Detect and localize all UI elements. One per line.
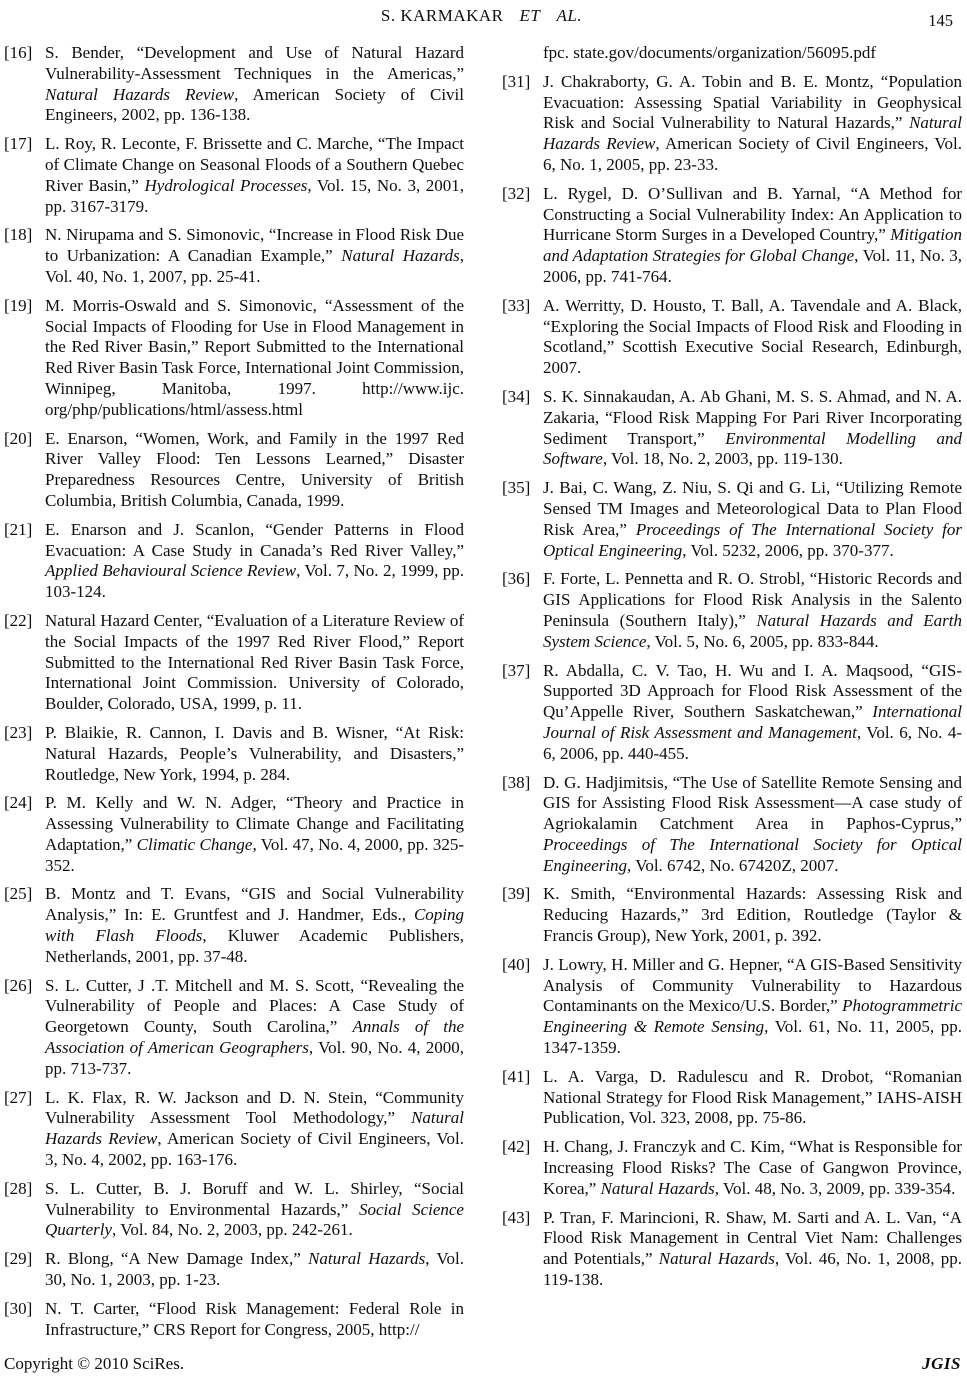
reference-number: [30] — [4, 1298, 33, 1318]
reference-text: S. K. Sinnakaudan, A. Ab Ghani, M. S. S. Ahmad, and N. A. Zakaria, “Flood Risk Mapping For Pari River Incorporating Sediment Transport,” Environmental Modelling and Software, Vol. 18, No. 2, 2003, pp. 119-130. — [543, 386, 962, 469]
reference-number: [22] — [4, 610, 33, 630]
reference-item — [4, 793, 464, 876]
running-title — [4, 6, 959, 26]
reference-number: [23] — [4, 722, 33, 742]
reference-text: H. Chang, J. Franczyk and C. Kim, “What is Responsible for Increasing Flood Risks? The Case of Gangwon Province, Korea,” Natural Hazards, Vol. 48, No. 3, 2009, pp. 339-354. — [543, 1137, 962, 1198]
reference-text: K. Smith, “Environmental Hazards: Assessing Risk and Reducing Hazards,” 3rd Edition, Routledge (Taylor & Francis Group), New York, 2001, p. 392. — [543, 884, 962, 946]
page-footer — [4, 1354, 961, 1374]
reference-item — [4, 723, 464, 785]
reference-number: [20] — [4, 428, 33, 448]
reference-number: [43] — [502, 1207, 531, 1227]
reference-number: [32] — [502, 183, 531, 203]
reference-number: [40] — [502, 954, 531, 974]
reference-item — [502, 1137, 962, 1199]
reference-item — [502, 478, 962, 561]
reference-text: E. Enarson, “Women, Work, and Family in the 1997 Red River Valley Flood: Ten Lessons Learned,” Disaster Preparedness Resources Centre, University of British Columbia, British Columbia, Canada, 1999. — [45, 428, 464, 510]
reference-number: [27] — [4, 1087, 33, 1107]
reference-item — [502, 569, 962, 652]
reference-text: P. Blaikie, R. Cannon, I. Davis and B. Wisner, “At Risk: Natural Hazards, People’s Vulnerability, and Disasters,” Routledge, New York, 1994, p. 284. — [45, 722, 464, 784]
reference-item — [4, 611, 464, 715]
reference-item — [4, 520, 464, 603]
reference-item — [502, 296, 962, 379]
reference-text: N. Nirupama and S. Simonovic, “Increase in Flood Risk Due to Urbanization: A Canadian Example,” Natural Hazards, Vol. 40, No. 1, 2007, pp. 25-41. — [45, 225, 464, 286]
references-section — [4, 43, 963, 1339]
running-etal: ET AL. — [519, 6, 583, 25]
reference-text: M. Morris-Oswald and S. Simonovic, “Assessment of the Social Impacts of Flooding for Use in Flood Management in the Red River Basin,” Report Submitted to the International Red River Basin Task Force, International Joint Commission, Winnipeg, Manitoba, 1997. http://www.ijc. org/php/publications/html/assess.html — [45, 295, 464, 419]
reference-item — [4, 1249, 464, 1291]
reference-number: [16] — [4, 43, 33, 62]
reference-item — [4, 296, 464, 421]
reference-text: S. L. Cutter, J .T. Mitchell and M. S. Scott, “Revealing the Vulnerability of People and Places: A Case Study of Georgetown County, South Carolina,” Annals of the Association of American Geographers, Vol. 90, No. 4, 2000, pp. 713-737. — [45, 975, 465, 1078]
reference-item — [4, 976, 464, 1080]
reference-item — [502, 884, 962, 946]
reference-item — [4, 43, 464, 126]
reference-number: [34] — [502, 386, 531, 406]
reference-number: [21] — [4, 519, 33, 539]
reference-number: [29] — [4, 1249, 33, 1269]
reference-item — [4, 134, 464, 217]
reference-item — [4, 225, 464, 287]
reference-item — [502, 72, 962, 176]
reference-number: [19] — [4, 295, 33, 315]
reference-item — [4, 884, 464, 967]
reference-text: L. A. Varga, D. Radulescu and R. Drobot, “Romanian National Strategy for Flood Risk Management,” IAHS-AISH Publication, Vol. 323, 2008, pp. 75-86. — [543, 1066, 962, 1128]
journal-abbreviation: JGIS — [922, 1354, 961, 1373]
running-authors: S. KARMAKAR — [380, 6, 504, 25]
reference-text: S. Bender, “Development and Use of Natural Hazard Vulnerability-Assessment Techniques in the Americas,” Natural Hazards Review, American Society of Civil Engineers, 2002, pp. 136-138. — [45, 43, 464, 125]
reference-number: [39] — [502, 884, 531, 904]
reference-text: E. Enarson and J. Scanlon, “Gender Patterns in Flood Evacuation: A Case Study in Canada’s Red River Valley,” Applied Behavioural Science Review, Vol. 7, No. 2, 1999, pp. 103-124. — [45, 519, 464, 602]
reference-item — [502, 955, 962, 1059]
reference-text: S. L. Cutter, B. J. Boruff and W. L. Shirley, “Social Vulnerability to Environmental Hazards,” Social Science Quarterly, Vol. 84, No. 2, 2003, pp. 242-261. — [45, 1178, 464, 1240]
reference-number: [37] — [502, 660, 531, 680]
page-number: 145 — [928, 11, 953, 30]
copyright-notice: Copyright © 2010 SciRes. — [4, 1354, 185, 1373]
reference-number: [24] — [4, 793, 33, 813]
reference-number: [38] — [502, 772, 531, 792]
references-column-right — [502, 43, 962, 1326]
reference-text: P. M. Kelly and W. N. Adger, “Theory and Practice in Assessing Vulnerability to Climate Change and Facilitating Adaptation,” Climatic Change, Vol. 47, No. 4, 2000, pp. 325-352. — [45, 793, 464, 875]
reference-number: [36] — [502, 569, 531, 589]
reference-number: [26] — [4, 975, 33, 995]
reference-item — [4, 429, 464, 512]
reference-text: R. Abdalla, C. V. Tao, H. Wu and I. A. Maqsood, “GIS-Supported 3D Approach for Flood Risk Assessment of the Qu’Appelle River, Southern Saskatchewan,” International Journal of Risk Assessment and Management, Vol. 6, No. 4-6, 2006, pp. 440-455. — [543, 660, 962, 763]
reference-continuation — [502, 43, 962, 64]
reference-item — [4, 1088, 464, 1171]
reference-number: [35] — [502, 478, 531, 498]
reference-text: L. Rygel, D. O’Sullivan and B. Yarnal, “A Method for Constructing a Social Vulnerability Index: An Application to Hurricane Storm Surges in a Developed Country,” Mitigation and Adaptation Strategies for Global Change, Vol. 11, No. 3, 2006, pp. 741-764. — [543, 183, 962, 286]
reference-text: P. Tran, F. Marincioni, R. Shaw, M. Sarti and A. L. Van, “A Flood Risk Management in Central Viet Nam: Challenges and Potentials,” Natural Hazards, Vol. 46, No. 1, 2008, pp. 119-138. — [543, 1207, 962, 1290]
reference-item — [502, 1208, 962, 1291]
reference-text: L. Roy, R. Leconte, F. Brissette and C. Marche, “The Impact of Climate Change on Seasonal Floods of a Southern Quebec River Basin,” Hydrological Processes, Vol. 15, No. 3, 2001, pp. 3167-3179. — [45, 134, 465, 216]
reference-item — [502, 773, 962, 877]
reference-text: fpc. state.gov/documents/organization/56095.pdf — [543, 43, 877, 62]
reference-number: [17] — [4, 134, 33, 154]
reference-item — [502, 1067, 962, 1129]
reference-number: [33] — [502, 295, 531, 315]
reference-number: [41] — [502, 1066, 531, 1086]
reference-text: Natural Hazard Center, “Evaluation of a Literature Review of the Social Impacts of the 1997 Red River Flood,” Report Submitted to the International Red River Basin Task Force, International Joint Commission. University of Colorado, Boulder, Colorado, USA, 1999, p. 11. — [45, 610, 464, 714]
reference-text: F. Forte, L. Pennetta and R. O. Strobl, “Historic Records and GIS Applications for Flood Risk Analysis in the Salento Peninsula (Southern Italy),” Natural Hazards and Earth System Science, Vol. 5, No. 6, 2005, pp. 833-844. — [543, 569, 963, 651]
reference-item — [502, 661, 962, 765]
reference-number: [25] — [4, 884, 33, 904]
page-header — [4, 6, 959, 30]
reference-number: [18] — [4, 225, 33, 245]
reference-text: J. Chakraborty, G. A. Tobin and B. E. Montz, “Population Evacuation: Assessing Spatial Variability in Geophysical Risk and Social Vulnerability to Natural Hazards,” Natural Hazards Review, American Society of Civil Engineers, Vol. 6, No. 1, 2005, pp. 23-33. — [543, 71, 962, 174]
reference-text: R. Blong, “A New Damage Index,” Natural Hazards, Vol. 30, No. 1, 2003, pp. 1-23. — [45, 1249, 464, 1290]
reference-text: A. Werritty, D. Housto, T. Ball, A. Tavendale and A. Black, “Exploring the Social Impacts of Flood Risk and Flooding in Scotland,” Scottish Executive Social Research, Edinburgh, 2007. — [543, 295, 962, 378]
reference-number: [42] — [502, 1137, 531, 1157]
reference-text: J. Bai, C. Wang, Z. Niu, S. Qi and G. Li, “Utilizing Remote Sensed TM Images and Meteorological Data to Plan Flood Risk Area,” Proceedings of The International Society for Optical Engineering, Vol. 5232, 2006, pp. 370-377. — [543, 478, 962, 560]
reference-item — [502, 184, 962, 288]
reference-text: B. Montz and T. Evans, “GIS and Social Vulnerability Analysis,” In: E. Gruntfest and J. Handmer, Eds., Coping with Flash Floods, Kluwer Academic Publishers, Netherlands, 2001, pp. 37-48. — [45, 884, 464, 966]
reference-item — [4, 1299, 464, 1341]
references-column-left — [4, 43, 465, 1339]
reference-number: [28] — [4, 1178, 33, 1198]
reference-text: L. K. Flax, R. W. Jackson and D. N. Stein, “Community Vulnerability Assessment Tool Methodology,” Natural Hazards Review, American Society of Civil Engineers, Vol. 3, No. 4, 2002, pp. 163-176. — [45, 1087, 464, 1170]
reference-text: D. G. Hadjimitsis, “The Use of Satellite Remote Sensing and GIS for Assisting Flood Risk Assessment—A case study of Agriokalamin Catchment Area in Paphos-Cyprus,” Proceedings of The International Society for Optical Engineering, Vol. 6742, No. 67420Z, 2007. — [543, 772, 962, 875]
reference-text: J. Lowry, H. Miller and G. Hepner, “A GIS-Based Sensitivity Analysis of Community Vulnerability to Hazardous Contaminants on the Mexico/U.S. Border,” Photogrammetric Engineering & Remote Sensing, Vol. 61, No. 11, 2005, pp. 1347-1359. — [543, 954, 962, 1058]
reference-text: N. T. Carter, “Flood Risk Management: Federal Role in Infrastructure,” CRS Report for Congress, 2005, http:// — [45, 1298, 464, 1339]
reference-number: [31] — [502, 71, 531, 91]
reference-item — [4, 1179, 464, 1241]
reference-item — [502, 387, 962, 470]
